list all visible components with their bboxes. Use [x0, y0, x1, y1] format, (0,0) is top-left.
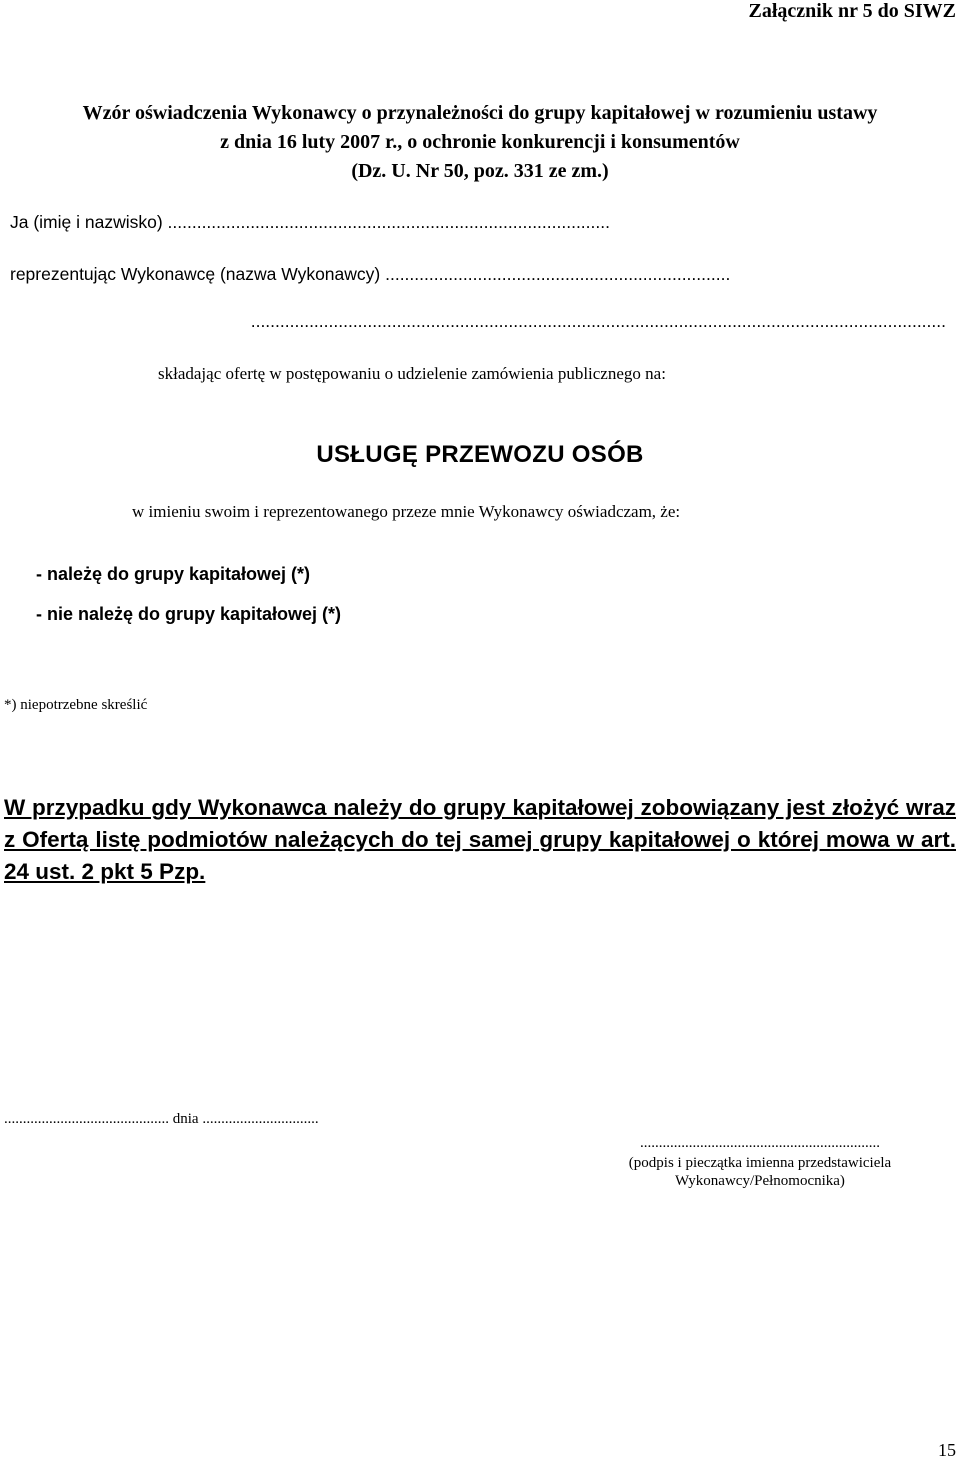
document-title-line-3: (Dz. U. Nr 50, poz. 331 ze zm.) — [351, 160, 609, 182]
group-list-notice: W przypadku gdy Wykonawca należy do grupy kapitałowej zobowiązany jest złożyć wraz z Ofertą listę podmiotów należących do tej samej grupy kapitałowej o której mowa w art. 24 ust. 2 pkt 5 Pzp. — [4, 795, 956, 884]
service-name: USŁUGĘ PRZEWOZU OSÓB — [316, 441, 644, 468]
page-number: 15 — [938, 1440, 956, 1460]
contractor-field-line: reprezentując Wykonawcę (nazwa Wykonawcy) ....................................................................... — [10, 264, 731, 284]
tender-intro-text: składając ofertę w postępowaniu o udzielenie zamówienia publicznego na: — [158, 364, 666, 383]
option-not-belongs: - nie należę do grupy kapitałowej (*) — [36, 604, 342, 624]
document-title-line-2: z dnia 16 luty 2007 r., o ochronie konkurencji i konsumentów — [220, 131, 740, 153]
signature-caption-line-1: (podpis i pieczątka imienna przedstawiciela — [628, 1155, 892, 1171]
declaration-text: w imieniu swoim i reprezentowanego przeze mnie Wykonawcy oświadczam, że: — [132, 502, 681, 521]
place-date-line: ............................................ dnia ............................... — [4, 1111, 319, 1127]
contractor-continuation-dots: ............................................................................................................................................... — [250, 311, 946, 331]
footnote-text: *) niepotrzebne skreślić — [4, 697, 148, 713]
signature-dots: ................................................................ — [640, 1135, 880, 1151]
name-field-line: Ja (imię i nazwisko) ........................................................................................... — [10, 212, 610, 232]
signature-caption-line-2: Wykonawcy/Pełnomocnika) — [675, 1173, 845, 1189]
option-belongs: - należę do grupy kapitałowej (*) — [36, 564, 311, 584]
document-title-line-1: Wzór oświadczenia Wykonawcy o przynależności do grupy kapitałowej w rozumieniu ustawy — [82, 102, 878, 124]
annex-label: Załącznik nr 5 do SIWZ — [748, 0, 956, 22]
